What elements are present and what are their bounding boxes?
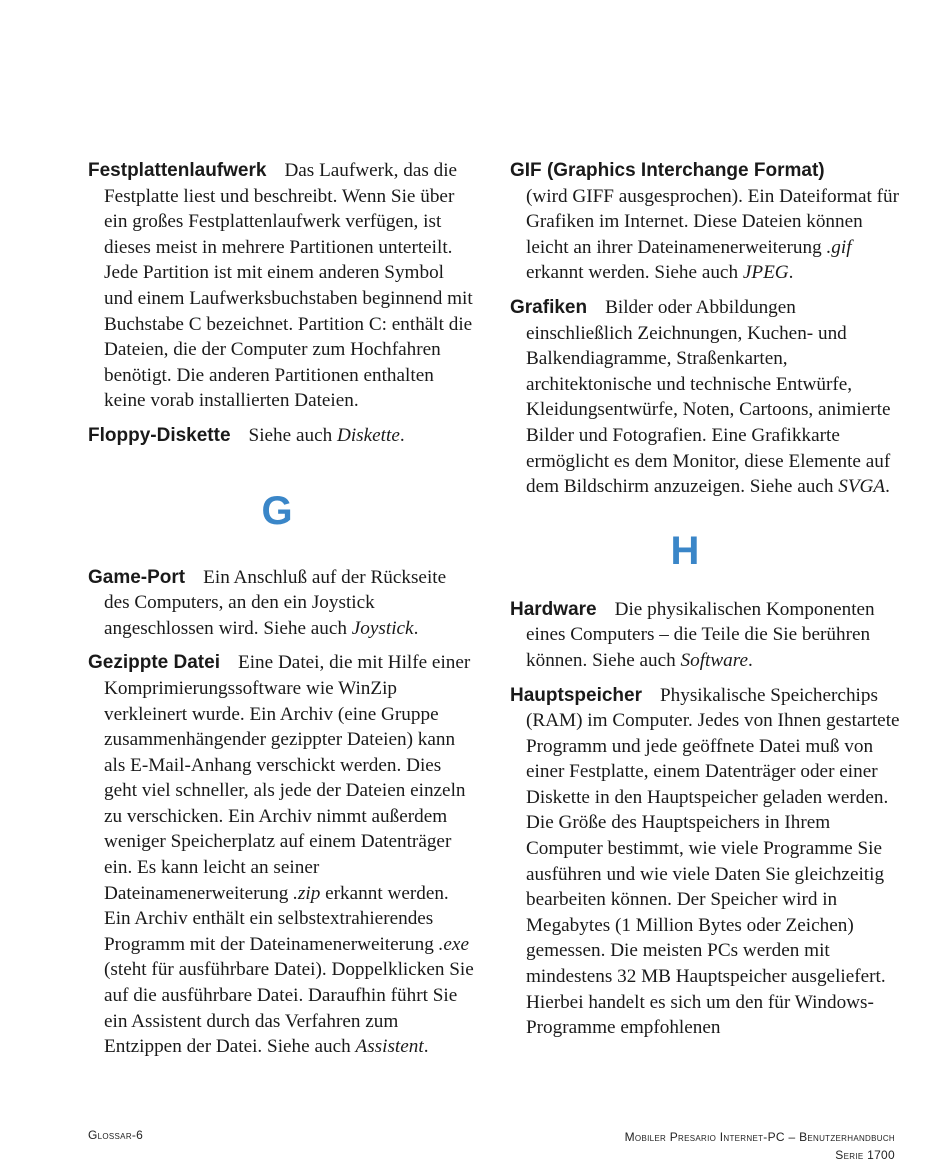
- section-letter-h: H: [670, 528, 700, 573]
- cross-reference: Software: [680, 649, 749, 671]
- definition-text: (wird GIFF ausgesprochen). Ein Dateiformat für Grafiken im Internet. Diese Dateien können leicht an ihrer Dateinamenerweiterung: [526, 185, 899, 258]
- right-column: [510, 158, 900, 1050]
- glossary-term: Game-Port: [88, 566, 186, 588]
- left-column: [88, 158, 476, 1069]
- definition-text: Eine Datei, die mit Hilfe einer Komprimierungssoftware wie WinZip verkleinert wurde. Ein Archiv (eine Gruppe zusammenhängender gezippter Dateien) kann als E-Mail-Anhang verschickt werden. Dies geht viel schneller, als jede der Dateien einzeln zu verschicken. Ein Archiv nimmt außerdem weniger Speicherplatz auf einem Datenträger ein. Es kann leicht an seiner Dateinamenerweiterung: [104, 652, 471, 904]
- definition-text: .: [413, 617, 419, 639]
- cross-reference: Assistent: [355, 1036, 424, 1058]
- definition-text: .: [399, 424, 405, 446]
- section-letter-g: G: [261, 488, 293, 533]
- definition-text: Siehe auch: [248, 424, 337, 446]
- glossary-term: GIF (Graphics Interchange Format): [510, 160, 825, 181]
- definition-text: .: [748, 649, 753, 671]
- glossary-entry-game-port: [88, 565, 476, 642]
- glossary-term: Gezippte Datei: [88, 652, 220, 674]
- definition-text: Das Laufwerk, das die Festplatte liest und beschreibt. Wenn Sie über ein großes Festplattenlaufwerk verfügen, ist dieses meist in mehrere Partitionen unterteilt. Jede Partition ist mit einem anderen Symbol und einem Laufwerksbuchstaben beginnend mit Buchstabe C bezeichnet. Partition C: enthält die Dateien, die der Computer zum Hochfahren benötigt. Die anderen Partitionen enthalten keine vorab installierten Dateien.: [104, 160, 473, 412]
- page-number: Glossar-6: [88, 1128, 144, 1142]
- cross-reference: Joystick: [351, 617, 414, 639]
- glossary-term: Floppy-Diskette: [88, 424, 231, 446]
- glossary-entry-gif: [510, 158, 900, 286]
- glossary-term: Festplattenlaufwerk: [88, 160, 267, 181]
- glossary-entry-hardware: [510, 597, 900, 674]
- definition-text: Die physikalischen Komponenten eines Computers – die Teile die Sie berühren können. Siehe auch: [526, 598, 875, 671]
- definition-text: .: [788, 262, 794, 284]
- definition-text: Bilder oder Abbildungen einschließlich Zeichnungen, Kuchen- und Balkendiagramme, Straßenkarten, architektonische und technische Entwürfe, Kleidungsentwürfe, Noten, Cartoons, animierte Bilder und Fotografien. Eine Grafikkarte ermöglicht es dem Monitor, diese Elemente auf dem Bildschirm anzuzeigen. Siehe auch: [526, 296, 891, 498]
- manual-series: Serie 1700: [835, 1148, 895, 1162]
- definition-text: Physikalische Speicherchips (RAM) im Computer. Jedes von Ihnen gestartete Programm und jede geöffnete Datei muß von einer Festplatte, einem Datenträger oder einer Diskette in den Hauptspeicher geladen werden. Die Größe des Hauptspeichers in Ihrem Computer bestimmt, wie viele Programme Sie ausführen und wie viele Daten Sie gleichzeitig bearbeiten können. Der Speicher wird in Megabytes (1 Million Bytes oder Zeichen) gemessen. Die meisten PCs werden mit mindestens 32 MB Hauptspeicher ausgeliefert. Hierbei handelt es sich um den für Windows-Programme empfohlenen: [526, 684, 900, 1039]
- definition-text: .: [423, 1036, 429, 1058]
- glossary-entry-hauptspeicher: [510, 683, 900, 1041]
- glossary-entry-festplattenlaufwerk: [88, 158, 476, 414]
- manual-title: Mobiler Presario Internet-PC – Benutzerhandbuch: [624, 1130, 895, 1144]
- cross-reference: JPEG: [742, 262, 789, 284]
- glossary-term: Hauptspeicher: [510, 684, 642, 706]
- glossary-term: Hardware: [510, 598, 597, 620]
- cross-reference: SVGA: [838, 476, 886, 498]
- definition-text: erkannt werden. Siehe auch: [526, 262, 743, 284]
- glossary-entry-gezippte-datei: [88, 650, 476, 1060]
- definition-text: Ein Anschluß auf der Rückseite des Computers, an den ein Joystick angeschlossen wird. Siehe auch: [104, 566, 447, 639]
- cross-reference: Diskette: [336, 424, 400, 446]
- file-extension: .zip: [293, 882, 321, 904]
- definition-text: (steht für ausführbare Datei). Doppelklicken Sie auf die ausführbare Datei. Daraufhin führt Sie ein Assistent durch das Verfahren zum Entzippen der Datei. Siehe auch: [104, 959, 474, 1058]
- file-extension: .gif: [826, 236, 852, 258]
- running-footer: [625, 1128, 895, 1164]
- definition-text: .: [885, 476, 890, 498]
- glossary-entry-floppy-diskette: [88, 423, 476, 449]
- glossary-term: Grafiken: [510, 296, 588, 318]
- definition-text: erkannt werden. Ein Archiv enthält ein selbstextrahierendes Programm mit der Dateinamenerweiterung: [104, 882, 449, 955]
- glossary-entry-grafiken: [510, 295, 900, 500]
- file-extension: .exe: [438, 933, 469, 955]
